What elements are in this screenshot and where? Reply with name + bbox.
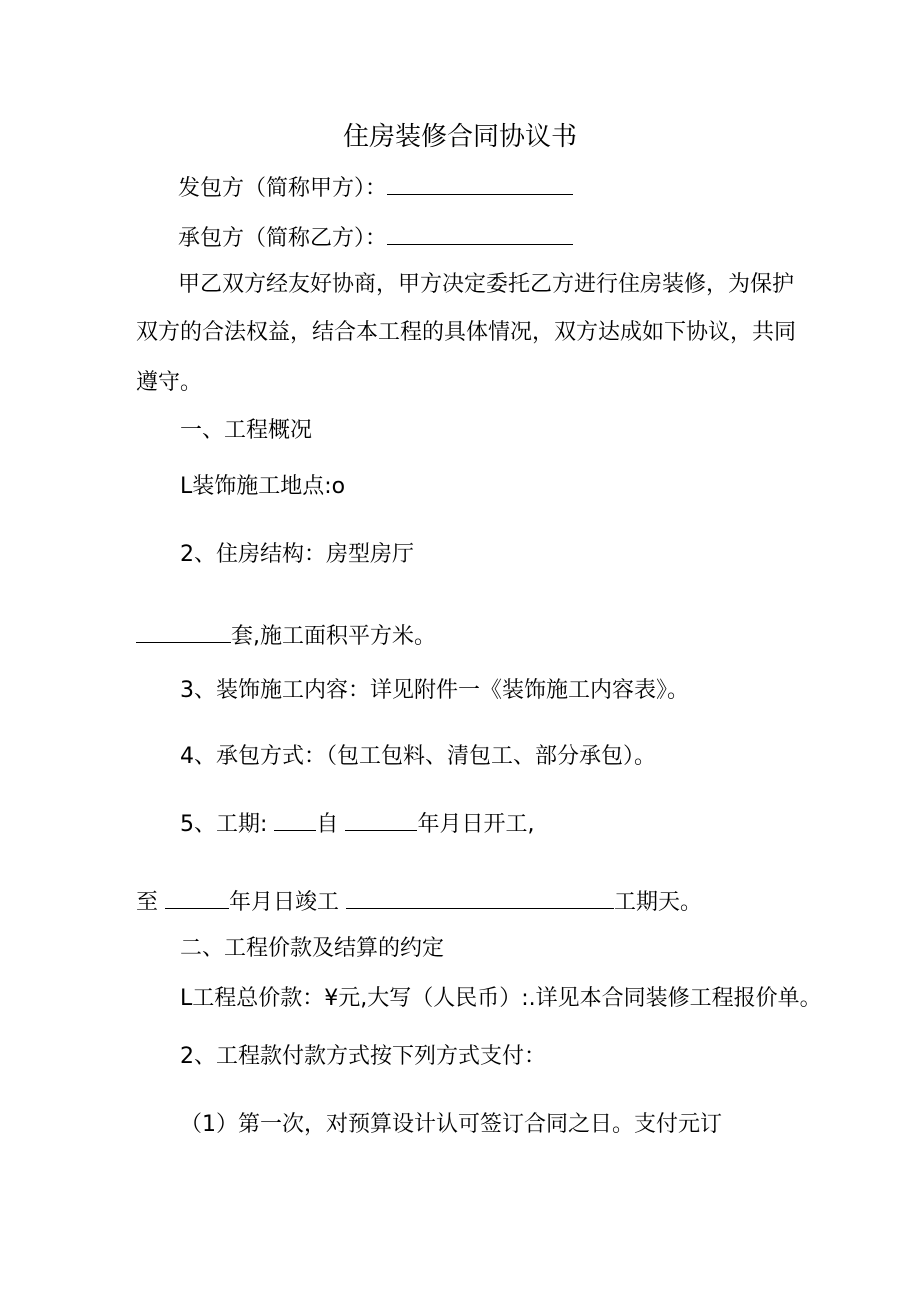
party-b-label: 承包方（简称乙方）： [178, 226, 388, 251]
party-a-label: 发包方（简称甲方）： [178, 176, 388, 201]
item5-blank-1 [274, 808, 316, 831]
section1-item5 [180, 808, 534, 840]
party-b-blank [387, 222, 573, 245]
section2-heading: 二、工程价款及结算的约定 [180, 936, 445, 961]
intro-line-2: 双方的合法权益，结合本工程的具体情况，双方达成如下协议，共同 [136, 320, 797, 345]
intro-line-3: 遵守。 [136, 370, 203, 395]
item5-blank-2 [345, 808, 417, 831]
party-b-line [178, 222, 573, 254]
item5-cont-blank-2 [346, 886, 614, 909]
intro-line-1: 甲乙双方经友好协商，甲方决定委托乙方进行住房装修，为保护 [178, 272, 795, 297]
section1-item5-cont [136, 886, 702, 918]
item5-cont-suffix: 工期天。 [614, 890, 703, 915]
item5-suffix: 年月日开工, [417, 812, 535, 837]
section2-item2: 2、工程款付款方式按下列方式支付： [180, 1044, 546, 1069]
item5-prefix: 5、工期: [180, 812, 268, 837]
document-title: 住房装修合同协议书 [342, 122, 577, 152]
section1-item2-cont-text: 套,施工面积平方米。 [231, 624, 436, 649]
party-a-blank [387, 172, 573, 195]
item5-cont-blank-1 [165, 886, 229, 909]
rooms-blank [136, 620, 231, 643]
item5-cont-prefix: 至 [136, 890, 159, 915]
section1-item1: L装饰施工地点:o [180, 474, 346, 499]
section1-item3: 3、装饰施工内容：详见附件一《装饰施工内容表》。 [180, 678, 689, 703]
section1-item2-cont [136, 620, 436, 652]
party-a-line [178, 172, 573, 204]
section2-item1: L工程总价款：¥元,大写（人民币）:.详见本合同装修工程报价单。 [180, 986, 822, 1011]
item5-cont-mid: 年月日竣工 [229, 890, 340, 915]
section1-heading: 一、工程概况 [180, 418, 313, 443]
section1-item4: 4、承包方式：（包工包料、清包工、部分承包）。 [180, 744, 656, 769]
item5-zi: 自 [316, 812, 339, 837]
section2-item2-1: （1）第一次，对预算设计认可签订合同之日。支付元订 [180, 1112, 722, 1137]
section1-item2: 2、住房结构：房型房厅 [180, 542, 414, 567]
